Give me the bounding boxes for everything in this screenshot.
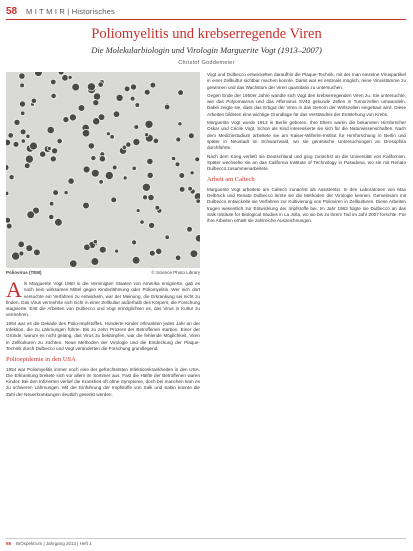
intro-text: ls Marguerite Vogt 1950 in die Vereinigten Staaten von Amerika emigrierte, gab es noch kein wirksames Mittel gegen Kinderlähmung oder Poliomyelitis. Wer sich dort versuchte ein Verfahren zu entwickeln, war der Meinung, die Erkrankung sei nicht zu finden. Das Virus vermehrte sich nicht in einer Zellkultur außerhalb des Körpers, die Forschung stagnierte. Erst die Arbeiten von Dulbecco und Vogt ermöglichten es, das Virus in Kultur zu vermehren.	[6, 281, 200, 318]
header-rule	[6, 19, 406, 20]
page-footer	[6, 538, 406, 548]
section-heading-polio: Polioepidemie in den USA	[6, 356, 76, 364]
article-title: Poliomyelitis und krebserregende Viren	[91, 26, 322, 42]
right-column	[207, 72, 406, 227]
body-paragraph: 1954 war es die Dekade des Polio-Impfstoffes. Hunderte Kinder erkrankten jedes Jahr an der Infektion, die zu Lähmungen führte. Bis zu zehn Prozent der Betroffenen starben. Einer der Gründe, warum es nicht gelang, das Virus zu bekämpfen, war die fehlende Möglichkeit, Viren in Zellkulturen zu züchten. Neue Methoden der Virologie und die Entdeckung der Plaque-Technik durch Dulbecco und Vogt veränderten die Forschung grundlegend.	[6, 320, 200, 351]
left-column	[6, 277, 200, 400]
figure-caption	[6, 270, 200, 278]
dropcap: A	[6, 277, 22, 302]
micrograph-image	[6, 72, 200, 268]
article-author: Christof Goddemeier	[178, 60, 235, 66]
poliovirus-micrograph	[6, 72, 200, 268]
body-paragraph: Marguerite Vogt arbeitete am Caltech zunächst als Assistentin. In den Laboratorien von Max Delbrück und Renato Dulbecco lernte sie die Methoden der Virologie kennen. Gemeinsam mit Dulbecco entwickelte sie Verfahren zur Kultivierung von Polioviren in Zellkulturen. Diese Arbeiten trugen wesentlich zur Entwicklung der Impfstoffe bei. Im Jahr 1963 folgte sie Dulbecco an das Salk Institute for Biological Studies in La Jolla, wo sie bis zu ihrem Tod im Jahr 2007 forschte. Für ihre Arbeiten erhielt sie zahlreiche Auszeichnungen.	[207, 186, 406, 224]
footer-journal: BIOspektrum | Jahrgang 2013 | Heft 1	[16, 541, 92, 546]
body-paragraph: Nach dem Krieg verließ sie Deutschland und ging zunächst an die Universität von Kalifornien. Später wechselte sie an das California Institute of Technology in Pasadena, wo sie mit Renato Dulbecco zusammenarbeitete.	[207, 153, 406, 172]
page-header	[6, 4, 406, 20]
section-label: M I T M I R | Historisches	[26, 7, 115, 16]
intro-paragraph	[6, 277, 200, 319]
caption-credit: © Science Photo Library	[151, 270, 200, 275]
body-paragraph: 1954 war Poliomyelitis immer noch eine der gefürchtetsten Infektionskrankheiten in den USA. Die Erkrankung breitete sich vor allem im Sommer aus. Fast die Hälfte der Betroffenen waren Kinder. Bei den Infizierten verlief die Krankheit oft ohne Symptome, doch bei manchen kam es zu schweren Lähmungen. Mit der Einführung der Impfstoffe von Salk und Sabin konnte die Zahl der Neuerkrankungen deutlich gesenkt werden.	[6, 366, 200, 397]
caption-text: Poliovirus (TEM)	[6, 270, 42, 275]
footer-page-ref: 58	[6, 541, 12, 546]
page-number: 58	[6, 6, 18, 17]
body-paragraph: Gegen Ende der 1950er Jahre wandte sich Vogt den krebserregenden Viren zu. Sie untersuchte, wie das Polyomavirus und das Affenvirus SV40 gesunde Zellen in Tumorzellen umwandeln. Dabei zeigte sie, dass das Erbgut der Viren in das Genom der Wirtszellen eingebaut wird. Diese Arbeiten bildeten eine wichtige Grundlage für das Verständnis der Entstehung von Krebs.	[207, 92, 406, 117]
section-heading-caltech: Arbeit am Caltech	[207, 176, 255, 184]
article-subtitle: Die Molekularbiologin und Virologin Marguerite Vogt (1913–2007)	[91, 45, 322, 55]
body-paragraph: Vogt und Dulbecco entwickelten daraufhin die Plaque-Technik, mit der man einzelne Viruspartikel in einer Zellkultur sichtbar machen konnte. Damit war es erstmals möglich, reine Virusstämme zu gewinnen und das Wachstum der Viren quantitativ zu untersuchen.	[207, 72, 406, 90]
footer-rule	[6, 538, 406, 539]
body-paragraph: Marguerite Vogt wurde 1913 in Berlin geboren. Ihre Eltern waren die bekannten Hirnforscher Oskar und Cécile Vogt. Schon als Kind interessierte sie sich für die Naturwissenschaften. Nach dem Medizinstudium arbeitete sie am Kaiser-Wilhelm-Institut für Hirnforschung in Berlin und später in Neustadt im Schwarzwald, wo sie genetische Untersuchungen an Drosophila durchführte.	[207, 120, 406, 151]
